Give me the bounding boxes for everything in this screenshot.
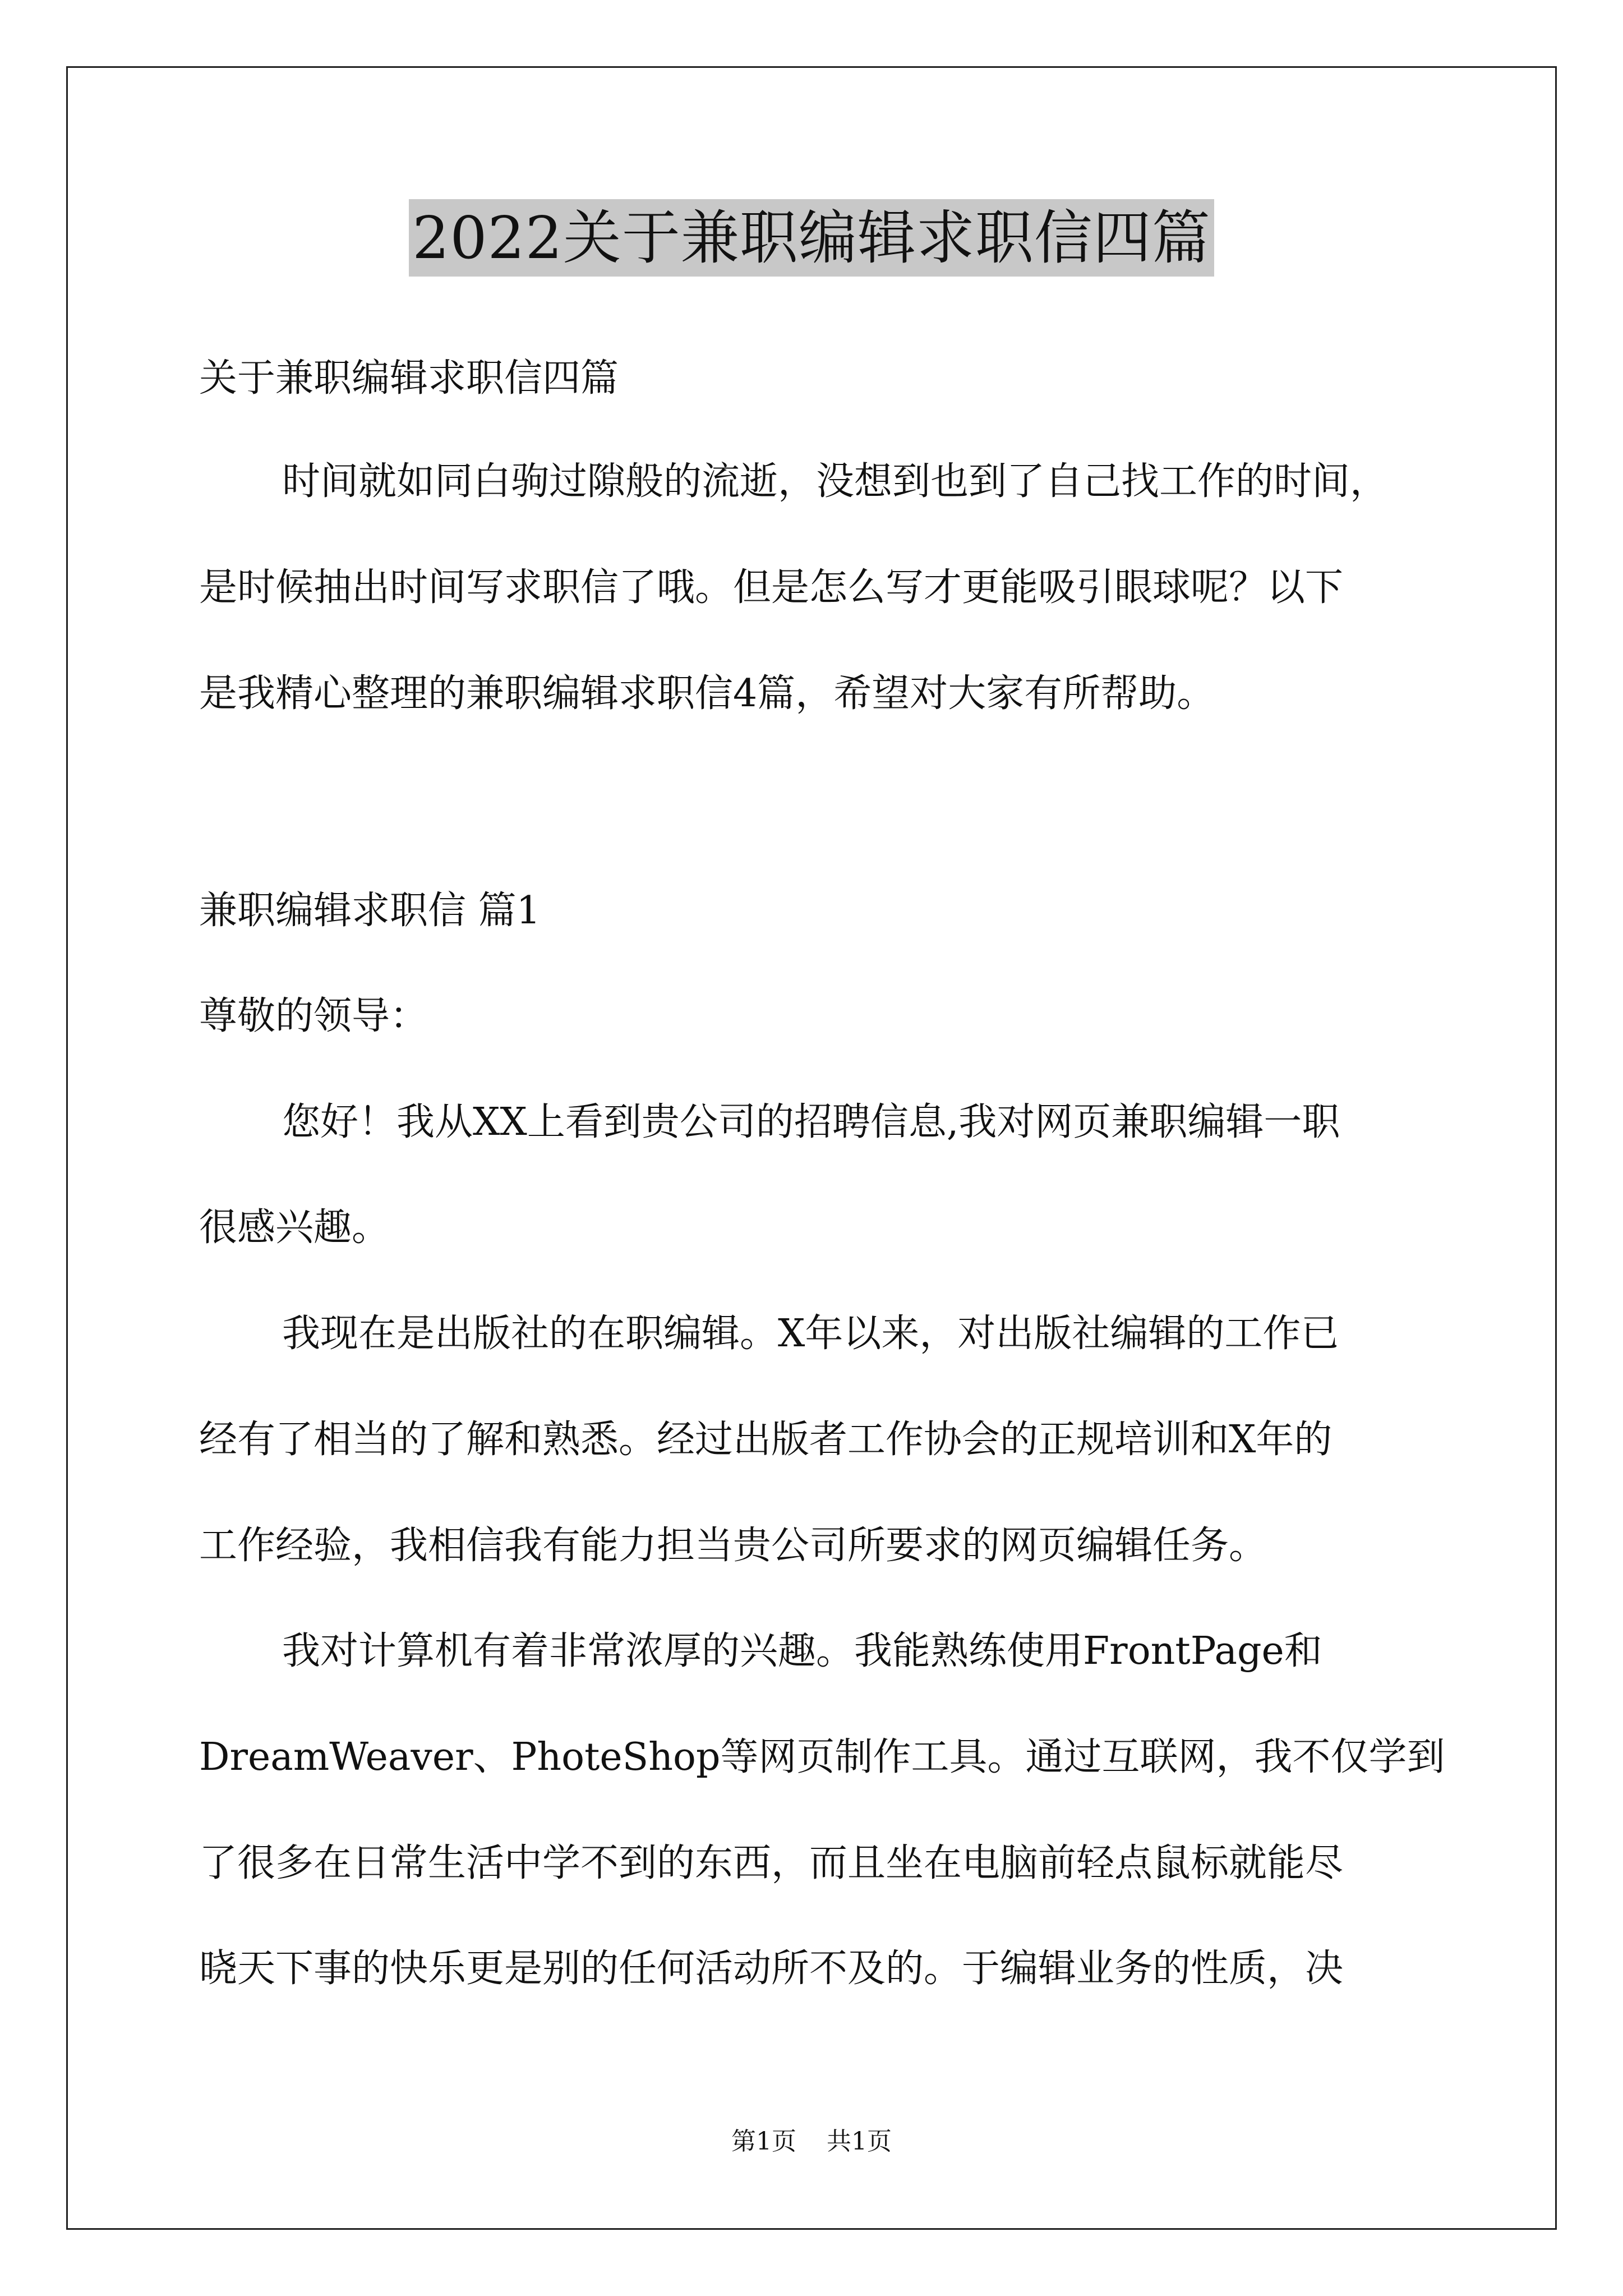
title-container [0,199,1623,277]
page-number-current: 第1页 [731,2127,796,2156]
page-footer [0,2125,1623,2159]
document-subtitle: 关于兼职编辑求职信四篇 [199,356,619,401]
section-heading: 兼职编辑求职信 篇1 [199,889,541,933]
document-title: 2022关于兼职编辑求职信四篇 [409,199,1214,277]
paragraph-1-line-1: 您好！我从XX上看到贵公司的招聘信息,我对网页兼职编辑一职 [282,1100,1340,1144]
paragraph-3-line-4: 晓天下事的快乐更是别的任何活动所不及的。于编辑业务的性质，决 [199,1947,1344,1991]
paragraph-2-line-2: 经有了相当的了解和熟悉。经过出版者工作协会的正规培训和X年的 [199,1418,1332,1462]
intro-line-2: 是时候抽出时间写求职信了哦。但是怎么写才更能吸引眼球呢？以下 [199,565,1344,610]
intro-line-3: 是我精心整理的兼职编辑求职信4篇，希望对大家有所帮助。 [199,671,1215,716]
salutation: 尊敬的领导： [199,994,428,1038]
paragraph-1-line-2: 很感兴趣。 [199,1205,390,1250]
paragraph-3-line-2: DreamWeaver、PhoteShop等网页制作工具。通过互联网，我不仅学到 [199,1735,1445,1779]
intro-line-1: 时间就如同白驹过隙般的流逝，没想到也到了自己找工作的时间， [282,459,1389,504]
page-number-total: 共1页 [827,2127,892,2156]
paragraph-3-line-3: 了很多在日常生活中学不到的东西，而且坐在电脑前轻点鼠标就能尽 [199,1841,1344,1885]
paragraph-3-line-1: 我对计算机有着非常浓厚的兴趣。我能熟练使用FrontPage和 [282,1629,1322,1673]
paragraph-2-line-1: 我现在是出版社的在职编辑。X年以来，对出版社编辑的工作已 [282,1312,1339,1356]
paragraph-2-line-3: 工作经验，我相信我有能力担当贵公司所要求的网页编辑任务。 [199,1524,1267,1568]
